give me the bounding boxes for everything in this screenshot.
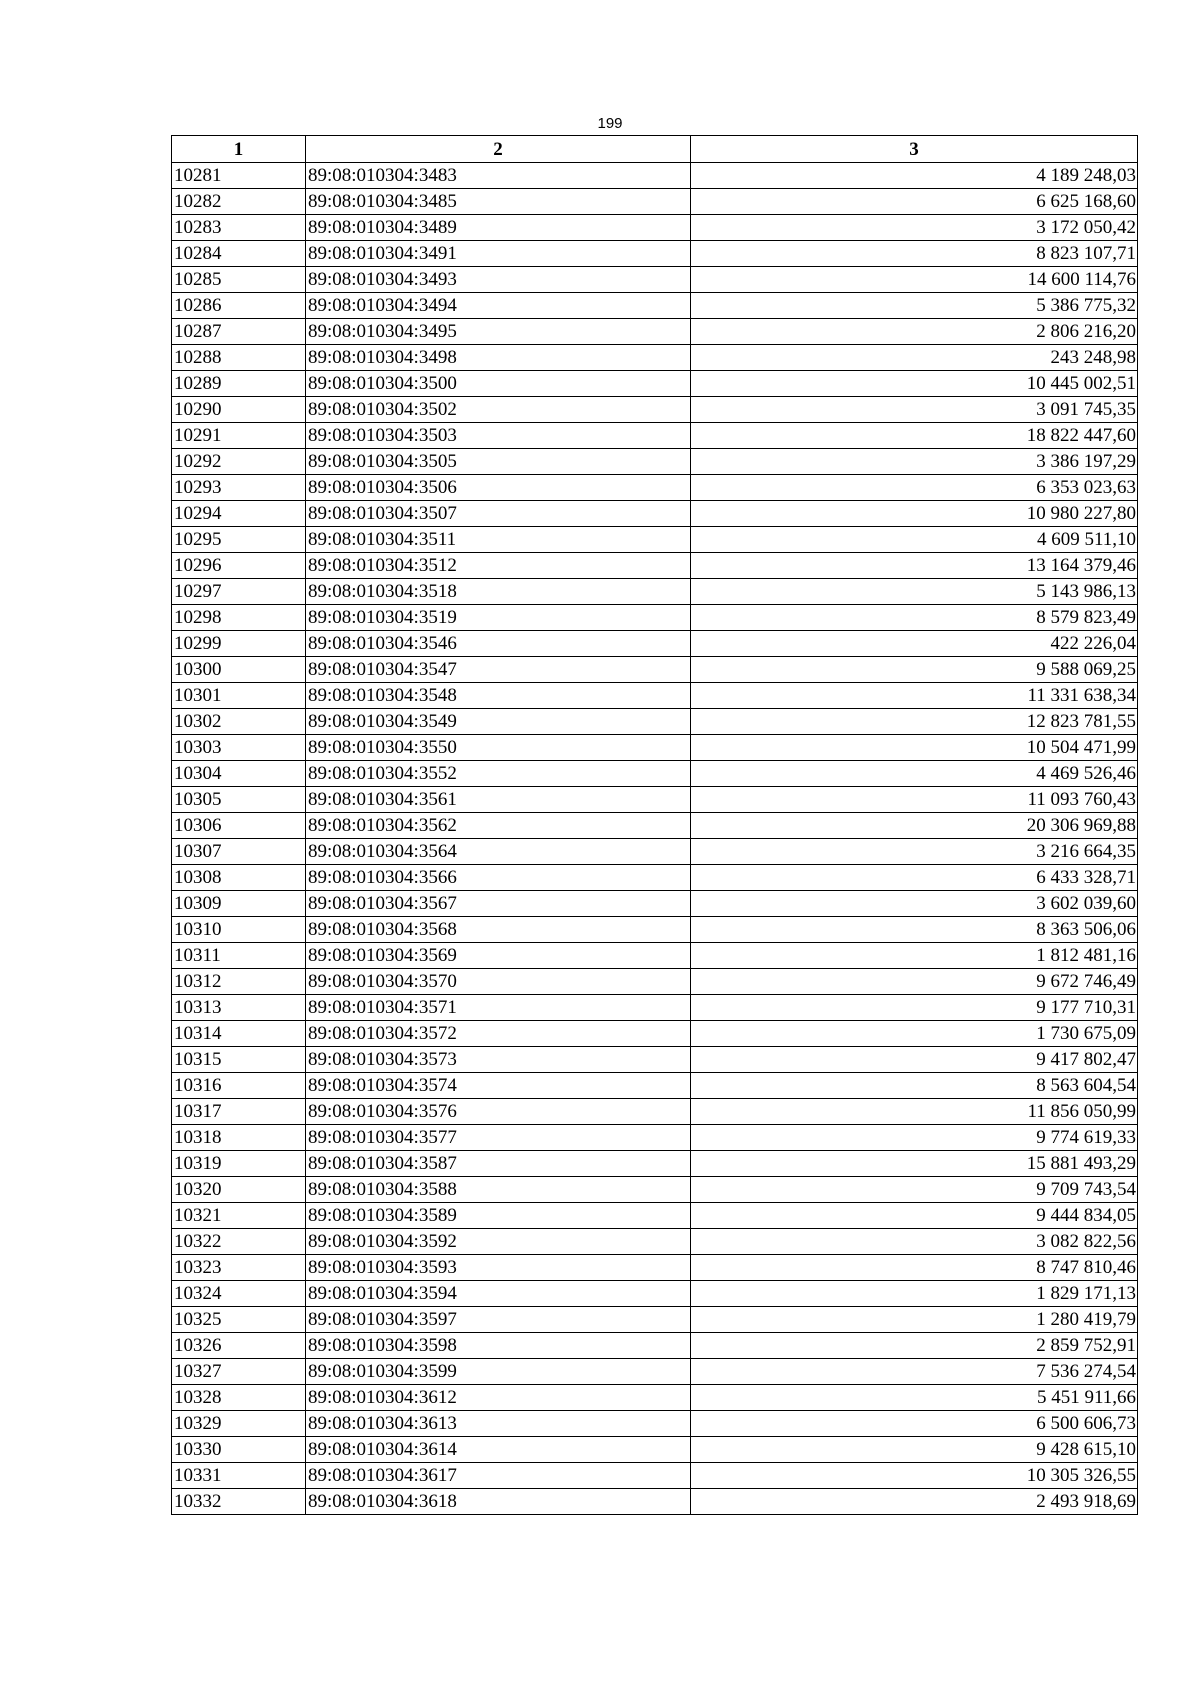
table-header	[172, 136, 1138, 163]
value-cell: 3 216 664,35	[691, 839, 1138, 865]
cadastral-number-cell: 89:08:010304:3500	[306, 371, 691, 397]
row-number-cell: 10312	[172, 969, 306, 995]
header-row	[172, 136, 1138, 163]
cadastral-number-cell: 89:08:010304:3597	[306, 1307, 691, 1333]
table-row	[172, 605, 1138, 631]
row-number-cell: 10323	[172, 1255, 306, 1281]
table-row	[172, 1489, 1138, 1515]
row-number-cell: 10322	[172, 1229, 306, 1255]
cadastral-number-cell: 89:08:010304:3617	[306, 1463, 691, 1489]
row-number-cell: 10329	[172, 1411, 306, 1437]
table-row	[172, 553, 1138, 579]
cadastral-number-cell: 89:08:010304:3562	[306, 813, 691, 839]
cadastral-number-cell: 89:08:010304:3489	[306, 215, 691, 241]
value-cell: 1 829 171,13	[691, 1281, 1138, 1307]
row-number-cell: 10304	[172, 761, 306, 787]
row-number-cell: 10311	[172, 943, 306, 969]
cadastral-number-cell: 89:08:010304:3598	[306, 1333, 691, 1359]
table-row	[172, 735, 1138, 761]
cadastral-number-cell: 89:08:010304:3505	[306, 449, 691, 475]
row-number-cell: 10296	[172, 553, 306, 579]
value-cell: 15 881 493,29	[691, 1151, 1138, 1177]
value-cell: 2 859 752,91	[691, 1333, 1138, 1359]
value-cell: 11 856 050,99	[691, 1099, 1138, 1125]
cadastral-number-cell: 89:08:010304:3493	[306, 267, 691, 293]
row-number-cell: 10319	[172, 1151, 306, 1177]
table-row	[172, 1333, 1138, 1359]
value-cell: 10 445 002,51	[691, 371, 1138, 397]
table-row	[172, 1385, 1138, 1411]
cadastral-number-cell: 89:08:010304:3502	[306, 397, 691, 423]
value-cell: 8 363 506,06	[691, 917, 1138, 943]
row-number-cell: 10293	[172, 475, 306, 501]
cadastral-number-cell: 89:08:010304:3599	[306, 1359, 691, 1385]
table-row	[172, 1125, 1138, 1151]
value-cell: 3 602 039,60	[691, 891, 1138, 917]
row-number-cell: 10310	[172, 917, 306, 943]
cadastral-number-cell: 89:08:010304:3570	[306, 969, 691, 995]
value-cell: 3 172 050,42	[691, 215, 1138, 241]
row-number-cell: 10292	[172, 449, 306, 475]
table-row	[172, 787, 1138, 813]
table-row	[172, 501, 1138, 527]
value-cell: 4 189 248,03	[691, 163, 1138, 189]
data-table	[171, 135, 1138, 1515]
table-body	[172, 163, 1138, 1515]
table-row	[172, 397, 1138, 423]
row-number-cell: 10294	[172, 501, 306, 527]
row-number-cell: 10308	[172, 865, 306, 891]
cadastral-number-cell: 89:08:010304:3494	[306, 293, 691, 319]
value-cell: 8 823 107,71	[691, 241, 1138, 267]
table-row	[172, 475, 1138, 501]
row-number-cell: 10305	[172, 787, 306, 813]
value-cell: 1 280 419,79	[691, 1307, 1138, 1333]
row-number-cell: 10318	[172, 1125, 306, 1151]
table-row	[172, 1099, 1138, 1125]
cadastral-number-cell: 89:08:010304:3577	[306, 1125, 691, 1151]
cadastral-number-cell: 89:08:010304:3519	[306, 605, 691, 631]
row-number-cell: 10282	[172, 189, 306, 215]
value-cell: 8 579 823,49	[691, 605, 1138, 631]
value-cell: 243 248,98	[691, 345, 1138, 371]
cadastral-number-cell: 89:08:010304:3566	[306, 865, 691, 891]
cadastral-number-cell: 89:08:010304:3594	[306, 1281, 691, 1307]
value-cell: 9 177 710,31	[691, 995, 1138, 1021]
row-number-cell: 10324	[172, 1281, 306, 1307]
table-row	[172, 631, 1138, 657]
cadastral-number-cell: 89:08:010304:3549	[306, 709, 691, 735]
value-cell: 3 091 745,35	[691, 397, 1138, 423]
table-row	[172, 1021, 1138, 1047]
row-number-cell: 10291	[172, 423, 306, 449]
value-cell: 2 806 216,20	[691, 319, 1138, 345]
row-number-cell: 10290	[172, 397, 306, 423]
table-row	[172, 891, 1138, 917]
row-number-cell: 10287	[172, 319, 306, 345]
table-row	[172, 1411, 1138, 1437]
cadastral-number-cell: 89:08:010304:3588	[306, 1177, 691, 1203]
row-number-cell: 10300	[172, 657, 306, 683]
cadastral-number-cell: 89:08:010304:3506	[306, 475, 691, 501]
value-cell: 5 451 911,66	[691, 1385, 1138, 1411]
row-number-cell: 10313	[172, 995, 306, 1021]
table-row	[172, 579, 1138, 605]
table-row	[172, 267, 1138, 293]
value-cell: 7 536 274,54	[691, 1359, 1138, 1385]
row-number-cell: 10316	[172, 1073, 306, 1099]
value-cell: 5 386 775,32	[691, 293, 1138, 319]
cadastral-number-cell: 89:08:010304:3546	[306, 631, 691, 657]
cadastral-number-cell: 89:08:010304:3571	[306, 995, 691, 1021]
value-cell: 9 417 802,47	[691, 1047, 1138, 1073]
value-cell: 9 709 743,54	[691, 1177, 1138, 1203]
row-number-cell: 10281	[172, 163, 306, 189]
cadastral-number-cell: 89:08:010304:3576	[306, 1099, 691, 1125]
row-number-cell: 10307	[172, 839, 306, 865]
row-number-cell: 10327	[172, 1359, 306, 1385]
table-row	[172, 1463, 1138, 1489]
table-row	[172, 163, 1138, 189]
value-cell: 1 812 481,16	[691, 943, 1138, 969]
column-header-2: 2	[306, 136, 691, 163]
row-number-cell: 10283	[172, 215, 306, 241]
table-row	[172, 865, 1138, 891]
row-number-cell: 10289	[172, 371, 306, 397]
table-row	[172, 839, 1138, 865]
row-number-cell: 10298	[172, 605, 306, 631]
table-row	[172, 1151, 1138, 1177]
value-cell: 8 563 604,54	[691, 1073, 1138, 1099]
cadastral-number-cell: 89:08:010304:3613	[306, 1411, 691, 1437]
table-row	[172, 709, 1138, 735]
table-row	[172, 527, 1138, 553]
table-row	[172, 319, 1138, 345]
row-number-cell: 10315	[172, 1047, 306, 1073]
cadastral-number-cell: 89:08:010304:3511	[306, 527, 691, 553]
cadastral-number-cell: 89:08:010304:3574	[306, 1073, 691, 1099]
cadastral-number-cell: 89:08:010304:3569	[306, 943, 691, 969]
value-cell: 5 143 986,13	[691, 579, 1138, 605]
value-cell: 10 980 227,80	[691, 501, 1138, 527]
table-row	[172, 1229, 1138, 1255]
table-row	[172, 423, 1138, 449]
row-number-cell: 10325	[172, 1307, 306, 1333]
cadastral-number-cell: 89:08:010304:3498	[306, 345, 691, 371]
cadastral-number-cell: 89:08:010304:3612	[306, 1385, 691, 1411]
value-cell: 14 600 114,76	[691, 267, 1138, 293]
column-header-1: 1	[172, 136, 306, 163]
table-row	[172, 1307, 1138, 1333]
row-number-cell: 10285	[172, 267, 306, 293]
value-cell: 4 469 526,46	[691, 761, 1138, 787]
row-number-cell: 10320	[172, 1177, 306, 1203]
value-cell: 9 672 746,49	[691, 969, 1138, 995]
cadastral-number-cell: 89:08:010304:3572	[306, 1021, 691, 1047]
table-row	[172, 1047, 1138, 1073]
value-cell: 422 226,04	[691, 631, 1138, 657]
value-cell: 10 305 326,55	[691, 1463, 1138, 1489]
cadastral-number-cell: 89:08:010304:3587	[306, 1151, 691, 1177]
table-row	[172, 189, 1138, 215]
value-cell: 9 428 615,10	[691, 1437, 1138, 1463]
cadastral-number-cell: 89:08:010304:3503	[306, 423, 691, 449]
row-number-cell: 10303	[172, 735, 306, 761]
value-cell: 13 164 379,46	[691, 553, 1138, 579]
page-number: 199	[597, 115, 623, 132]
value-cell: 6 625 168,60	[691, 189, 1138, 215]
cadastral-number-cell: 89:08:010304:3483	[306, 163, 691, 189]
table-row	[172, 995, 1138, 1021]
table-row	[172, 917, 1138, 943]
cadastral-number-cell: 89:08:010304:3593	[306, 1255, 691, 1281]
cadastral-number-cell: 89:08:010304:3573	[306, 1047, 691, 1073]
row-number-cell: 10288	[172, 345, 306, 371]
row-number-cell: 10286	[172, 293, 306, 319]
value-cell: 20 306 969,88	[691, 813, 1138, 839]
value-cell: 18 822 447,60	[691, 423, 1138, 449]
cadastral-number-cell: 89:08:010304:3618	[306, 1489, 691, 1515]
table-row	[172, 969, 1138, 995]
value-cell: 6 500 606,73	[691, 1411, 1138, 1437]
value-cell: 11 093 760,43	[691, 787, 1138, 813]
row-number-cell: 10330	[172, 1437, 306, 1463]
table-row	[172, 1177, 1138, 1203]
table-row	[172, 215, 1138, 241]
row-number-cell: 10326	[172, 1333, 306, 1359]
value-cell: 3 386 197,29	[691, 449, 1138, 475]
cadastral-number-cell: 89:08:010304:3552	[306, 761, 691, 787]
row-number-cell: 10297	[172, 579, 306, 605]
cadastral-number-cell: 89:08:010304:3495	[306, 319, 691, 345]
cadastral-number-cell: 89:08:010304:3485	[306, 189, 691, 215]
table-row	[172, 1359, 1138, 1385]
row-number-cell: 10317	[172, 1099, 306, 1125]
table-row	[172, 1203, 1138, 1229]
cadastral-number-cell: 89:08:010304:3592	[306, 1229, 691, 1255]
table-row	[172, 683, 1138, 709]
row-number-cell: 10321	[172, 1203, 306, 1229]
table-row	[172, 761, 1138, 787]
row-number-cell: 10299	[172, 631, 306, 657]
cadastral-number-cell: 89:08:010304:3507	[306, 501, 691, 527]
cadastral-number-cell: 89:08:010304:3589	[306, 1203, 691, 1229]
cadastral-number-cell: 89:08:010304:3614	[306, 1437, 691, 1463]
cadastral-number-cell: 89:08:010304:3518	[306, 579, 691, 605]
table-row	[172, 1073, 1138, 1099]
value-cell: 9 444 834,05	[691, 1203, 1138, 1229]
cadastral-number-cell: 89:08:010304:3512	[306, 553, 691, 579]
row-number-cell: 10331	[172, 1463, 306, 1489]
row-number-cell: 10332	[172, 1489, 306, 1515]
table-row	[172, 345, 1138, 371]
value-cell: 9 774 619,33	[691, 1125, 1138, 1151]
value-cell: 2 493 918,69	[691, 1489, 1138, 1515]
row-number-cell: 10295	[172, 527, 306, 553]
table-row	[172, 943, 1138, 969]
value-cell: 12 823 781,55	[691, 709, 1138, 735]
value-cell: 11 331 638,34	[691, 683, 1138, 709]
table-row	[172, 1281, 1138, 1307]
value-cell: 10 504 471,99	[691, 735, 1138, 761]
row-number-cell: 10302	[172, 709, 306, 735]
cadastral-number-cell: 89:08:010304:3548	[306, 683, 691, 709]
value-cell: 6 353 023,63	[691, 475, 1138, 501]
value-cell: 8 747 810,46	[691, 1255, 1138, 1281]
row-number-cell: 10284	[172, 241, 306, 267]
value-cell: 4 609 511,10	[691, 527, 1138, 553]
value-cell: 3 082 822,56	[691, 1229, 1138, 1255]
value-cell: 9 588 069,25	[691, 657, 1138, 683]
table-row	[172, 371, 1138, 397]
table-row	[172, 449, 1138, 475]
row-number-cell: 10328	[172, 1385, 306, 1411]
cadastral-number-cell: 89:08:010304:3567	[306, 891, 691, 917]
table-row	[172, 241, 1138, 267]
table-row	[172, 657, 1138, 683]
value-cell: 1 730 675,09	[691, 1021, 1138, 1047]
row-number-cell: 10314	[172, 1021, 306, 1047]
table-row	[172, 1437, 1138, 1463]
table-row	[172, 813, 1138, 839]
cadastral-number-cell: 89:08:010304:3547	[306, 657, 691, 683]
row-number-cell: 10309	[172, 891, 306, 917]
table-row	[172, 1255, 1138, 1281]
cadastral-number-cell: 89:08:010304:3568	[306, 917, 691, 943]
value-cell: 6 433 328,71	[691, 865, 1138, 891]
cadastral-number-cell: 89:08:010304:3550	[306, 735, 691, 761]
table-row	[172, 293, 1138, 319]
column-header-3: 3	[691, 136, 1138, 163]
cadastral-number-cell: 89:08:010304:3564	[306, 839, 691, 865]
row-number-cell: 10301	[172, 683, 306, 709]
row-number-cell: 10306	[172, 813, 306, 839]
cadastral-number-cell: 89:08:010304:3561	[306, 787, 691, 813]
cadastral-number-cell: 89:08:010304:3491	[306, 241, 691, 267]
